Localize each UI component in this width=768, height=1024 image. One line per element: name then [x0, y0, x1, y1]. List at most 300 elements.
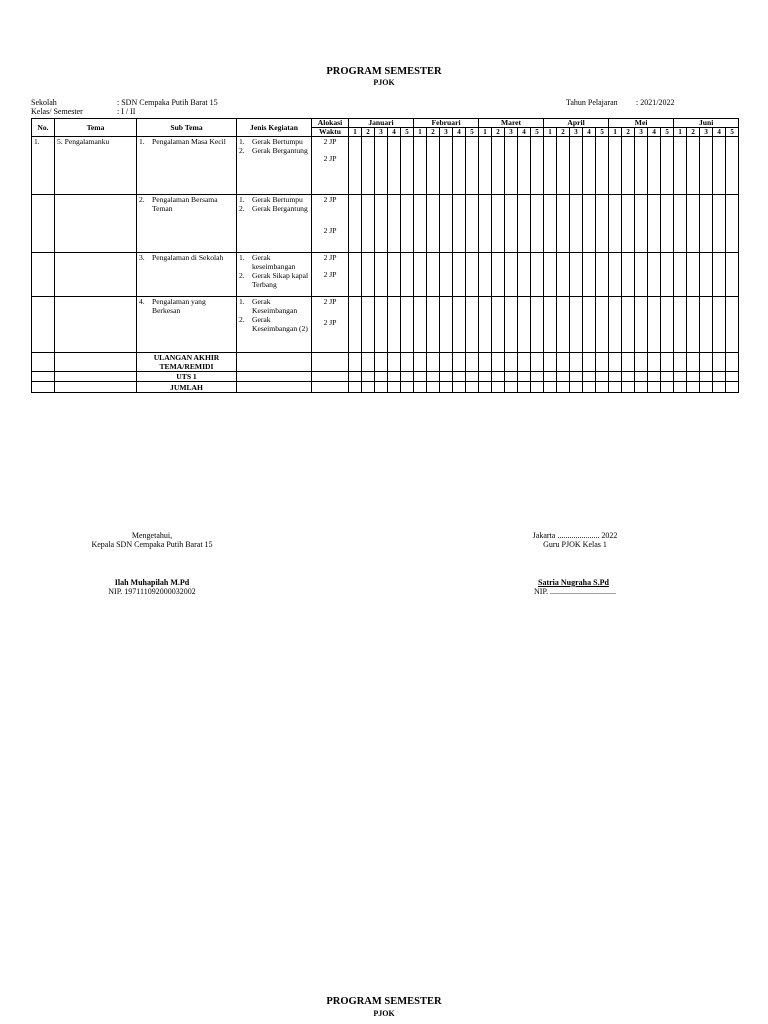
activity-number: 1.: [239, 297, 245, 306]
table-row: [32, 253, 739, 297]
month-header: Januari: [349, 119, 414, 128]
week-cell: [648, 372, 661, 382]
week-cell: [609, 353, 622, 372]
subtema-item: [139, 253, 234, 262]
row-tema: [55, 297, 137, 353]
table-row: [32, 195, 739, 253]
week-cell: [726, 297, 739, 353]
week-cell: [349, 195, 362, 253]
activity-text: Gerak Bertumpu: [252, 137, 303, 146]
week-cell: [687, 253, 700, 297]
week-cell: [375, 372, 388, 382]
week-cell: [596, 353, 609, 372]
week-cell: [557, 253, 570, 297]
week-cell: [544, 253, 557, 297]
week-cell: [609, 372, 622, 382]
week-cell: [583, 253, 596, 297]
week-cell: [674, 372, 687, 382]
row-number: [32, 253, 55, 297]
header-no: No.: [32, 119, 55, 137]
week-cell: [440, 372, 453, 382]
activity-item: [239, 253, 309, 271]
week-cell: [479, 353, 492, 372]
week-cell: [414, 195, 427, 253]
activity-number: 1.: [239, 137, 245, 146]
week-cell: [479, 382, 492, 393]
week-cell: [635, 195, 648, 253]
week-number: 5: [401, 128, 414, 137]
week-cell: [557, 353, 570, 372]
teacher-name: Satria Nugraha S.Pd: [538, 578, 609, 587]
week-cell: [453, 297, 466, 353]
page-title: PROGRAM SEMESTER: [326, 66, 442, 77]
week-number: 1: [609, 128, 622, 137]
week-number: 2: [362, 128, 375, 137]
week-cell: [466, 353, 479, 372]
week-cell: [479, 253, 492, 297]
subtema-text: Pengalaman yang Berkesan: [152, 297, 206, 315]
time-allocation-value: 2 JP: [323, 318, 337, 327]
week-cell: [414, 372, 427, 382]
place-date: Jakarta ..................... 2022: [532, 531, 618, 540]
week-cell: [596, 253, 609, 297]
row-activities: [237, 137, 312, 195]
principal-title: Kepala SDN Cempaka Putih Barat 15: [91, 540, 213, 549]
week-cell: [492, 382, 505, 393]
week-cell: [505, 382, 518, 393]
week-cell: [570, 253, 583, 297]
week-cell: [401, 137, 414, 195]
year-value: : 2021/2022: [636, 98, 675, 107]
year-label: Tahun Pelajaran: [566, 98, 618, 107]
summary-row: [32, 353, 739, 372]
row-time-allocation: [312, 195, 349, 253]
week-cell: [583, 353, 596, 372]
summary-blank: [32, 382, 55, 393]
week-cell: [492, 353, 505, 372]
week-cell: [453, 353, 466, 372]
week-cell: [687, 137, 700, 195]
week-cell: [648, 137, 661, 195]
week-cell: [674, 195, 687, 253]
week-cell: [726, 137, 739, 195]
week-cell: [375, 297, 388, 353]
header-alokasi-top: Alokasi: [312, 119, 349, 128]
week-cell: [479, 372, 492, 382]
school-value: : SDN Cempaka Putih Barat 15: [117, 98, 218, 107]
week-number: 1: [349, 128, 362, 137]
week-cell: [518, 353, 531, 372]
week-cell: [700, 253, 713, 297]
activity-item: [239, 271, 309, 289]
week-cell: [531, 137, 544, 195]
week-cell: [362, 297, 375, 353]
week-cell: [661, 372, 674, 382]
week-cell: [453, 372, 466, 382]
week-number: 5: [466, 128, 479, 137]
summary-label: JUMLAH: [137, 382, 237, 393]
week-cell: [648, 297, 661, 353]
activity-item: [239, 315, 309, 333]
time-allocation-value: 2 JP: [323, 195, 337, 204]
week-cell: [713, 195, 726, 253]
month-header: Juni: [674, 119, 739, 128]
week-cell: [713, 382, 726, 393]
subtema-item: [139, 137, 234, 146]
week-cell: [375, 382, 388, 393]
row-tema: [55, 253, 137, 297]
activity-text: Gerak Bertumpu: [252, 195, 303, 204]
week-number: 4: [583, 128, 596, 137]
week-cell: [427, 253, 440, 297]
week-cell: [570, 353, 583, 372]
week-cell: [596, 297, 609, 353]
week-cell: [687, 297, 700, 353]
time-allocation-value: 2 JP: [323, 270, 337, 279]
page-subtitle: PJOK: [373, 78, 395, 87]
week-cell: [648, 253, 661, 297]
week-cell: [609, 382, 622, 393]
week-cell: [453, 195, 466, 253]
subtema-text: Pengalaman Masa Kecil: [152, 137, 226, 146]
activity-text: Gerak Bergantung: [252, 204, 308, 213]
subtema-number: 1.: [139, 137, 145, 146]
activity-number: 1.: [239, 195, 245, 204]
week-cell: [713, 297, 726, 353]
week-cell: [635, 297, 648, 353]
row-tema: 5. Pengalamanku: [55, 137, 137, 195]
activity-item: [239, 204, 309, 213]
week-cell: [388, 382, 401, 393]
week-cell: [440, 382, 453, 393]
acknowledged-label: Mengetahui,: [131, 531, 173, 540]
week-cell: [622, 253, 635, 297]
week-cell: [544, 297, 557, 353]
subtema-text: Pengalaman Bersama Teman: [152, 195, 218, 213]
table-row: [32, 297, 739, 353]
week-cell: [362, 195, 375, 253]
week-cell: [466, 253, 479, 297]
week-number: 2: [557, 128, 570, 137]
week-cell: [492, 253, 505, 297]
week-cell: [466, 372, 479, 382]
week-cell: [700, 372, 713, 382]
week-cell: [349, 372, 362, 382]
week-cell: [518, 253, 531, 297]
week-cell: [570, 372, 583, 382]
week-cell: [674, 253, 687, 297]
week-cell: [349, 137, 362, 195]
week-cell: [726, 253, 739, 297]
activity-text: Gerak Keseimbangan: [252, 297, 298, 315]
activity-number: 2.: [239, 315, 245, 324]
week-number: 3: [375, 128, 388, 137]
week-cell: [622, 353, 635, 372]
week-cell: [583, 297, 596, 353]
week-cell: [557, 195, 570, 253]
subtema-number: 3.: [139, 253, 145, 262]
week-cell: [674, 353, 687, 372]
week-cell: [492, 137, 505, 195]
row-subtema: [137, 195, 237, 253]
week-cell: [700, 382, 713, 393]
week-number: 2: [427, 128, 440, 137]
activity-item: [239, 297, 309, 315]
week-cell: [661, 353, 674, 372]
week-cell: [596, 382, 609, 393]
week-cell: [388, 297, 401, 353]
week-number: 3: [570, 128, 583, 137]
week-cell: [687, 353, 700, 372]
week-cell: [388, 353, 401, 372]
week-number: 4: [388, 128, 401, 137]
summary-label: UTS 1: [137, 372, 237, 382]
week-cell: [557, 382, 570, 393]
week-number: 1: [544, 128, 557, 137]
row-tema: [55, 195, 137, 253]
row-time-allocation: [312, 297, 349, 353]
week-cell: [414, 137, 427, 195]
week-cell: [570, 382, 583, 393]
row-time-allocation: [312, 137, 349, 195]
week-cell: [635, 372, 648, 382]
month-header: Mei: [609, 119, 674, 128]
week-number: 1: [674, 128, 687, 137]
activity-number: 2.: [239, 271, 245, 280]
week-cell: [570, 195, 583, 253]
week-number: 3: [505, 128, 518, 137]
week-cell: [596, 372, 609, 382]
week-cell: [518, 372, 531, 382]
week-cell: [544, 382, 557, 393]
summary-blank: [32, 353, 55, 372]
week-cell: [375, 353, 388, 372]
week-cell: [622, 382, 635, 393]
activity-number: 2.: [239, 146, 245, 155]
activity-text: Gerak Bergantung: [252, 146, 308, 155]
week-cell: [440, 253, 453, 297]
program-semester-table: [31, 118, 739, 393]
week-cell: [414, 253, 427, 297]
week-cell: [700, 195, 713, 253]
week-cell: [726, 382, 739, 393]
week-cell: [505, 137, 518, 195]
week-cell: [362, 253, 375, 297]
week-cell: [505, 253, 518, 297]
month-header: April: [544, 119, 609, 128]
week-number: 2: [622, 128, 635, 137]
week-cell: [414, 382, 427, 393]
school-label: Sekolah: [31, 98, 57, 107]
activity-item: [239, 137, 309, 146]
time-allocation-value: 2 JP: [323, 226, 337, 235]
week-cell: [609, 195, 622, 253]
week-cell: [713, 372, 726, 382]
week-cell: [518, 297, 531, 353]
row-activities: [237, 297, 312, 353]
week-cell: [349, 253, 362, 297]
week-cell: [557, 297, 570, 353]
week-number: 3: [635, 128, 648, 137]
week-cell: [401, 353, 414, 372]
week-number: 5: [726, 128, 739, 137]
week-cell: [531, 382, 544, 393]
month-header: Februari: [414, 119, 479, 128]
week-cell: [687, 372, 700, 382]
week-cell: [401, 372, 414, 382]
week-cell: [713, 137, 726, 195]
week-cell: [557, 137, 570, 195]
week-cell: [349, 382, 362, 393]
week-cell: [518, 195, 531, 253]
week-number: 1: [414, 128, 427, 137]
principal-name: Ilah Muhapilah M.Pd: [114, 578, 190, 587]
week-cell: [362, 137, 375, 195]
week-cell: [388, 137, 401, 195]
week-cell: [687, 382, 700, 393]
week-cell: [492, 372, 505, 382]
week-cell: [570, 297, 583, 353]
week-cell: [583, 195, 596, 253]
week-cell: [375, 137, 388, 195]
week-number: 4: [453, 128, 466, 137]
week-cell: [531, 297, 544, 353]
class-label: Kelas/ Semester: [31, 107, 83, 116]
week-cell: [557, 372, 570, 382]
teacher-nip: NIP. .................................: [534, 587, 617, 596]
week-cell: [479, 195, 492, 253]
row-subtema: [137, 253, 237, 297]
summary-blank: [237, 382, 312, 393]
summary-blank: [312, 353, 349, 372]
subtema-number: 2.: [139, 195, 145, 204]
week-cell: [427, 137, 440, 195]
week-cell: [492, 297, 505, 353]
week-number: 1: [479, 128, 492, 137]
week-cell: [661, 195, 674, 253]
week-cell: [375, 195, 388, 253]
week-cell: [661, 297, 674, 353]
week-cell: [362, 372, 375, 382]
week-number: 5: [596, 128, 609, 137]
row-activities: [237, 253, 312, 297]
row-subtema: [137, 297, 237, 353]
teacher-title: Guru PJOK Kelas 1: [543, 540, 607, 549]
activity-number: 2.: [239, 204, 245, 213]
week-number: 5: [661, 128, 674, 137]
header-alokasi-bottom: Waktu: [312, 128, 349, 137]
activity-text: Gerak Sikap kapal Terbang: [252, 271, 309, 289]
week-cell: [453, 382, 466, 393]
activity-item: [239, 195, 309, 204]
week-cell: [544, 137, 557, 195]
week-cell: [479, 297, 492, 353]
week-cell: [518, 137, 531, 195]
week-cell: [427, 372, 440, 382]
row-number: [32, 297, 55, 353]
week-cell: [713, 253, 726, 297]
week-cell: [531, 253, 544, 297]
row-subtema: [137, 137, 237, 195]
week-cell: [453, 253, 466, 297]
summary-blank: [312, 382, 349, 393]
week-cell: [674, 382, 687, 393]
summary-blank: [32, 372, 55, 382]
week-cell: [609, 253, 622, 297]
week-cell: [531, 195, 544, 253]
summary-row: [32, 382, 739, 393]
week-cell: [453, 137, 466, 195]
week-cell: [726, 353, 739, 372]
week-cell: [466, 297, 479, 353]
principal-nip: NIP. 197111092000032002: [108, 587, 196, 596]
week-cell: [544, 195, 557, 253]
week-cell: [622, 297, 635, 353]
week-cell: [635, 253, 648, 297]
week-cell: [648, 353, 661, 372]
row-number: [32, 195, 55, 253]
table-row: [32, 137, 739, 195]
next-page-subtitle: PJOK: [373, 1009, 395, 1018]
month-header: Maret: [479, 119, 544, 128]
week-cell: [674, 137, 687, 195]
week-cell: [414, 353, 427, 372]
week-cell: [726, 372, 739, 382]
week-cell: [427, 195, 440, 253]
week-cell: [544, 372, 557, 382]
week-cell: [505, 372, 518, 382]
week-cell: [401, 382, 414, 393]
week-cell: [570, 137, 583, 195]
week-cell: [661, 382, 674, 393]
week-cell: [362, 382, 375, 393]
row-activities: [237, 195, 312, 253]
summary-blank: [55, 353, 137, 372]
week-cell: [440, 297, 453, 353]
subtema-item: [139, 195, 234, 213]
week-cell: [414, 297, 427, 353]
summary-blank: [312, 372, 349, 382]
next-page-title: PROGRAM SEMESTER: [326, 996, 442, 1007]
week-cell: [700, 353, 713, 372]
week-cell: [583, 372, 596, 382]
week-cell: [466, 137, 479, 195]
week-cell: [596, 137, 609, 195]
week-cell: [661, 253, 674, 297]
week-cell: [635, 137, 648, 195]
week-cell: [388, 253, 401, 297]
week-cell: [596, 195, 609, 253]
week-cell: [401, 297, 414, 353]
week-cell: [583, 382, 596, 393]
week-cell: [609, 297, 622, 353]
summary-blank: [55, 382, 137, 393]
week-cell: [635, 353, 648, 372]
header-jenis-kegiatan: Jenis Kegiatan: [237, 119, 312, 137]
week-cell: [635, 382, 648, 393]
week-cell: [427, 353, 440, 372]
week-number: 5: [531, 128, 544, 137]
week-cell: [440, 195, 453, 253]
header-tema: Tema: [55, 119, 137, 137]
week-number: 4: [518, 128, 531, 137]
week-cell: [440, 353, 453, 372]
week-cell: [349, 297, 362, 353]
week-number: 4: [713, 128, 726, 137]
week-number: 3: [440, 128, 453, 137]
week-cell: [401, 253, 414, 297]
week-cell: [388, 372, 401, 382]
